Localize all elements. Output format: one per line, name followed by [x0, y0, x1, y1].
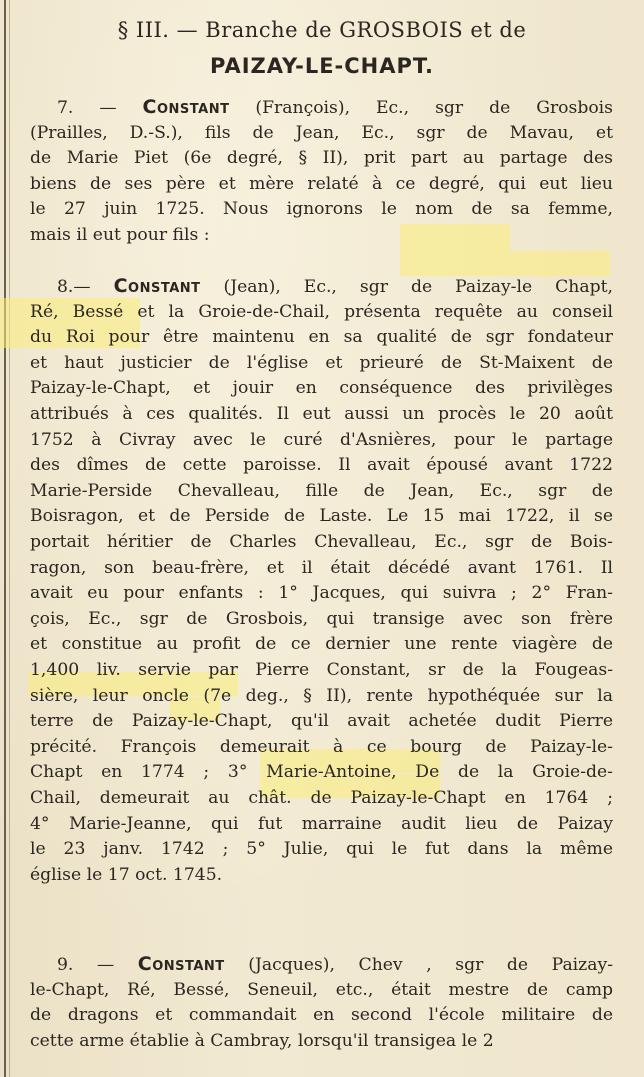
text-line	[30, 376, 613, 401]
margin-rule	[4, 0, 6, 1077]
section-heading-line2: PAIZAY-LE-CHAPT.	[209, 54, 435, 78]
text-line	[30, 402, 613, 427]
line-text: des dîmes de cette paroisse. Il avait épousé avant 1722	[30, 455, 613, 476]
section-heading	[0, 18, 644, 42]
text-line	[57, 952, 613, 978]
line-text: 1752 à Civray avec le curé d'Asnières, pour le partage	[30, 429, 613, 450]
line-text: Chail, demeurait au chât. de Paizay-le-Chapt en 1764 ;	[30, 788, 613, 808]
text-line	[30, 863, 613, 888]
line-text: cette arme établie à Cambray, lorsqu'il transigea le 2	[30, 1030, 494, 1051]
text-line	[30, 812, 613, 837]
line-text: (Jean), Ec., sgr de Paizay-le Chapt,	[200, 277, 613, 297]
line-text: sière, leur oncle (7e deg., § II), rente hypothéquée sur la	[30, 685, 613, 706]
line-text: 4° Marie-Jeanne, qui fut marraine audit lieu de Paizay	[30, 813, 613, 834]
line-text: 8.—	[57, 277, 114, 297]
line-text: 9. —	[57, 955, 138, 975]
line-text: (Jacques), Chev , sgr de Paizay-	[224, 955, 614, 975]
text-line	[30, 300, 613, 325]
text-line	[30, 325, 613, 350]
text-line	[30, 581, 613, 606]
line-text: le-Chapt, Ré, Bessé, Seneuil, etc., était mestre de camp	[30, 979, 613, 1000]
line-text: de dragons et commandait en second l'école militaire de	[30, 1005, 613, 1026]
highlight-mark	[510, 251, 610, 276]
text-line	[30, 121, 613, 146]
line-text: le 23 janv. 1742 ; 5° Julie, qui le fut dans la même	[30, 839, 613, 860]
line-text: mais il eut pour fils :	[30, 225, 210, 245]
family-name: Constant	[113, 275, 201, 297]
text-line	[30, 453, 613, 478]
text-line	[30, 351, 613, 376]
text-line	[30, 978, 613, 1003]
line-text: terre de Paizay-le-Chapt, qu'il avait achetée dudit Pierre	[30, 711, 613, 732]
line-text: ragon, son beau-frère, et il était décédé avant 1761. Il	[30, 557, 613, 578]
text-line	[30, 658, 613, 683]
text-line	[30, 709, 613, 734]
text-line	[30, 1003, 613, 1028]
line-text: et haut justicier de l'église et prieuré de St-Maixent de	[30, 352, 613, 373]
text-line	[30, 479, 613, 504]
line-text: çois, Ec., sgr de Grosbois, qui transige avec son frère	[30, 608, 613, 629]
text-line	[30, 146, 613, 171]
text-line	[30, 837, 613, 862]
line-text: le 27 juin 1725. Nous ignorons le nom de sa femme,	[30, 199, 613, 220]
margin-rule-inner	[9, 0, 10, 1077]
family-name: Constant	[142, 96, 230, 118]
line-text: portait héritier de Charles Chevalleau, Ec., sgr de Bois-	[30, 532, 613, 552]
text-line	[30, 632, 613, 657]
section-heading-line1: § III. — Branche de GROSBOIS et de	[117, 18, 527, 42]
text-line	[57, 95, 613, 121]
line-text: 7. —	[57, 98, 143, 118]
text-line	[30, 223, 613, 248]
text-line	[30, 684, 613, 709]
line-text: Ré, Bessé et la Groie-de-Chail, présenta requête au conseil	[30, 301, 613, 322]
line-text: de Marie Piet (6e degré, § II), prit part au partage des	[30, 148, 613, 169]
text-line	[30, 735, 613, 760]
text-line	[30, 607, 613, 632]
line-text: précité. François demeurait à ce bourg de Paizay-le-	[30, 736, 613, 757]
text-line	[30, 530, 613, 555]
line-text: attribués à ces qualités. Il eut aussi un procès le 20 août	[30, 404, 613, 424]
text-line	[30, 197, 613, 222]
line-text: (Prailles, D.-S.), fils de Jean, Ec., sgr de Mavau, et	[30, 122, 613, 143]
text-line	[30, 556, 613, 581]
line-text: (François), Ec., sgr de Grosbois	[229, 98, 613, 118]
text-line	[57, 274, 613, 300]
line-text: Paizay-le-Chapt, et jouir en conséquence des privilèges	[30, 378, 613, 399]
family-name: Constant	[137, 953, 225, 975]
line-text: 1,400 liv. servie par Pierre Constant, sr de la Fougeas-	[30, 660, 613, 680]
text-line	[30, 1029, 613, 1054]
text-line	[30, 760, 613, 785]
line-text: église le 17 oct. 1745.	[30, 864, 223, 885]
text-line	[30, 172, 613, 197]
text-line	[30, 428, 613, 453]
text-line	[30, 786, 613, 811]
text-line	[30, 504, 613, 529]
line-text: du Roi pour être maintenu en sa qualité de sgr fondateur	[30, 327, 613, 348]
line-text: biens de ses père et mère relaté à ce degré, qui eut lieu	[30, 173, 613, 194]
line-text: Marie-Perside Chevalleau, fille de Jean, Ec., sgr de	[30, 480, 613, 501]
section-heading-continued	[0, 54, 644, 78]
line-text: Chapt en 1774 ; 3° Marie-Antoine, De de la Groie-de-	[30, 762, 613, 783]
line-text: et constitue au profit de ce dernier une rente viagère de	[30, 634, 613, 655]
line-text: Boisragon, et de Perside de Laste. Le 15 mai 1722, il se	[30, 506, 613, 527]
line-text: avait eu pour enfants : 1° Jacques, qui suivra ; 2° Fran-	[30, 583, 613, 604]
